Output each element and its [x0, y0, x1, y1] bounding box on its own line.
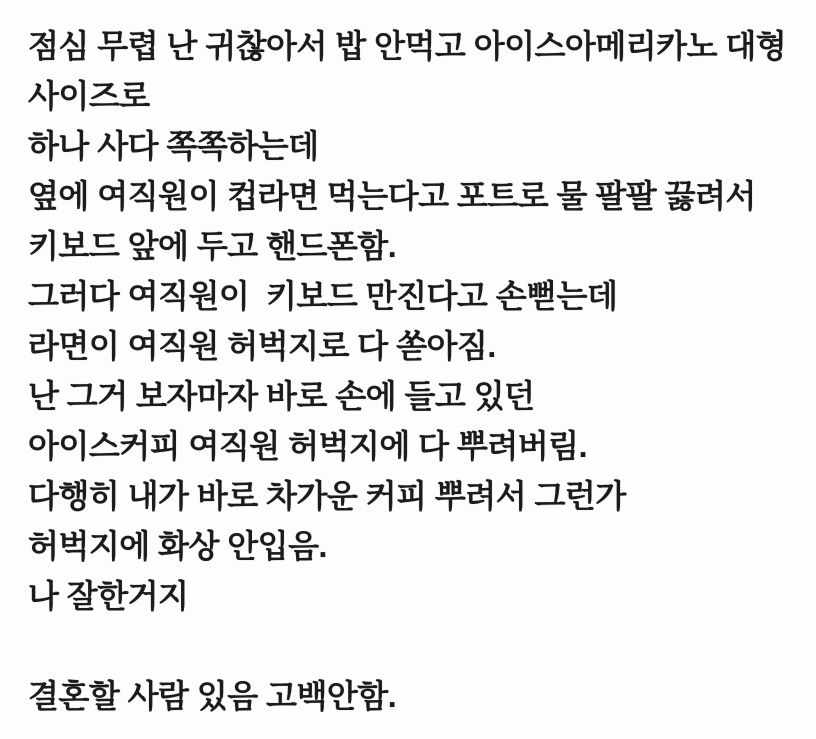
- text-line: 키보드 앞에 두고 핸드폰함.: [28, 228, 397, 264]
- text-line: 하나 사다 쪽쪽하는데: [28, 128, 319, 164]
- post-body: [28, 21, 798, 721]
- text-line: 라면이 여직원 허벅지로 다 쏟아짐.: [28, 328, 496, 364]
- text-line: 난 그거 보자마자 바로 손에 들고 있던: [28, 378, 535, 414]
- text-line: 옆에 여직원이 컵라면 먹는다고 포트로 물 팔팔 끓려서: [28, 178, 756, 214]
- text-line: 점심 무렵 난 귀찮아서 밥 안먹고 아이스아메리카노 대형: [28, 28, 787, 64]
- text-line: 나 잘한거지: [28, 578, 189, 614]
- text-line: 사이즈로: [28, 78, 150, 114]
- text-line: 결혼할 사람 있음 고백안함.: [28, 678, 397, 714]
- text-line: 아이스커피 여직원 허벅지에 다 뿌려버림.: [28, 428, 587, 464]
- text-line: 허벅지에 화상 안입음.: [28, 528, 327, 564]
- text-line: 그러다 여직원이 키보드 만진다고 손뻗는데: [28, 278, 618, 314]
- text-line: 다행히 내가 바로 차가운 커피 뿌려서 그런가: [28, 478, 626, 514]
- blank-line: [28, 621, 798, 671]
